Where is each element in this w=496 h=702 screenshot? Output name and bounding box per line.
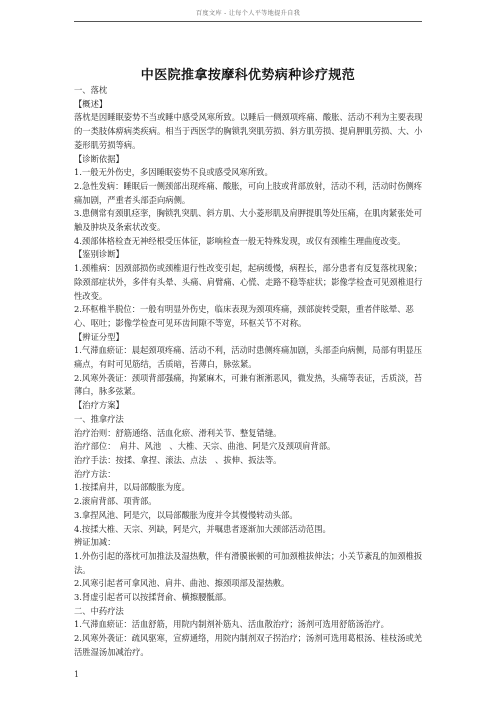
body-paragraph: 一、落枕 bbox=[74, 85, 108, 95]
body-paragraph: 落枕是因睡眠姿势不当或睡中感受风寒所致。以睡后一侧颈项疼痛、酸胀、活动不利为主要表现的一类肢体痹病类疾病。相当于西医学的胸锁乳突肌劳损、斜方肌劳损、提肩胛肌劳损、大、小菱形肌劳损等病。 bbox=[74, 112, 423, 150]
page-header: 百度文库 - 让每个人平等地提升自我 bbox=[195, 10, 301, 17]
body-paragraph: 【鉴别诊断】 bbox=[74, 249, 124, 260]
body-paragraph: 治疗手法：按揉、拿捏、滚法、点法 、拔伸、扳法等。 bbox=[74, 454, 282, 465]
body-paragraph: 治疗方法： bbox=[74, 468, 116, 479]
document-title: 中医院推拿按摩科优势病种诊疗规范 bbox=[140, 68, 356, 83]
header-divider bbox=[74, 21, 422, 22]
page-number: 1 bbox=[74, 670, 80, 679]
body-paragraph: 4.颈部体格检查无神经根受压体征，影响检查一般无特殊发现，或仅有颈椎生理曲度改变。 bbox=[74, 235, 406, 246]
body-paragraph: 治疗部位： 肩井、风池 、大椎、天宗、曲池、阿是穴及颈项肩背部。 bbox=[74, 441, 336, 452]
body-paragraph: 【辨证分型】 bbox=[74, 331, 124, 342]
body-paragraph: 1.颈椎病：因颈部损伤或颈椎退行性改变引起，起病缓慢，病程长，部分患者有反复落枕现象；除颈部症状外，多伴有头晕、头痛、肩臂痛、心慌、走路不稳等症状；影像学检查可见颈椎退行性改变。 bbox=[74, 263, 423, 301]
body-paragraph: 治疗治则：舒筋通络、活血化瘀、滑利关节、整复错缝。 bbox=[74, 427, 282, 438]
body-paragraph: 【治疗方案】 bbox=[74, 400, 124, 411]
body-paragraph: 2.风寒外袭证：颈项背部强痛，拘紧麻木，可兼有淅淅恶风，微发热，头痛等表证，舌质淡，苔薄白，脉多弦紧。 bbox=[74, 372, 423, 397]
document-body bbox=[74, 84, 424, 660]
body-paragraph: 4.按揉大椎、天宗、列缺，阿是穴，并嘱患者逐渐加大颈部活动范围。 bbox=[74, 523, 331, 534]
body-paragraph: 1.按揉肩井，以局部酸胀为度。 bbox=[74, 482, 190, 493]
body-paragraph: 二、中药疗法 bbox=[74, 605, 124, 616]
body-paragraph: 1.外伤引起的落枕可加推法及湿热敷，伴有滑膜嵌顿的可加颈椎拔伸法；小关节紊乱的加颈椎扳法。 bbox=[74, 550, 423, 575]
body-paragraph: 2.环枢椎半脱位：一般有明显外伤史，临床表现为颈项疼痛，颈部旋转受限，重者伴眩晕、恶心、呕吐；影像学检查可见环齿间隙不等宽，环枢关节不对称。 bbox=[74, 304, 414, 328]
body-paragraph: 1.一般无外伤史，多因睡眠姿势不良或感受风寒所致。 bbox=[74, 167, 273, 178]
body-paragraph: 2.风寒外袭证：疏风驱寒，宣痹通络，用院内制剂双子拐治疗；汤剂可选用葛根汤、桂枝汤或羌活胜湿汤加减治疗。 bbox=[74, 633, 423, 657]
body-paragraph: 1.气滞血瘀证：晨起颈项疼痛、活动不利，活动时患侧疼痛加剧，头部歪向病侧，局部有明显压痛点，有时可见筋结，舌质暗，苔薄白，脉弦紧。 bbox=[74, 345, 423, 370]
body-paragraph: 3.肾虚引起者可以按揉肾俞、横擦腰骶部。 bbox=[74, 592, 232, 603]
body-paragraph: 2.滚肩背部、项背部。 bbox=[74, 496, 157, 507]
body-paragraph: 一、推拿疗法 bbox=[74, 413, 124, 424]
body-paragraph: 1.气滞血瘀证：活血舒筋，用院内制剂补筋丸、活血散治疗；汤剂可选用舒筋汤治疗。 bbox=[74, 619, 389, 630]
body-paragraph: 辨证加减： bbox=[74, 537, 116, 548]
body-paragraph: 2.急性发病：睡眠后一侧颈部出现疼痛、酸胀，可向上肢或背部放射，活动不利，活动时伤侧疼痛加剧，严重者头部歪向病侧。 bbox=[74, 180, 423, 205]
body-paragraph: 3.患侧常有颈肌痉挛，胸锁乳突肌、斜方肌、大小菱形肌及肩胛提肌等处压痛，在肌肉紧张处可触及肿块及条索状改变。 bbox=[74, 208, 423, 233]
body-paragraph: 【概述】 bbox=[74, 98, 108, 109]
body-paragraph: 3.拿捏风池、阿是穴，以局部酸胀为度并令其慢慢转动头部。 bbox=[74, 509, 298, 520]
body-paragraph: 2.风寒引起者可拿风池、肩井、曲池、擦颈项部及湿热敷。 bbox=[74, 578, 290, 589]
body-paragraph: 【诊断依据】 bbox=[74, 153, 124, 164]
